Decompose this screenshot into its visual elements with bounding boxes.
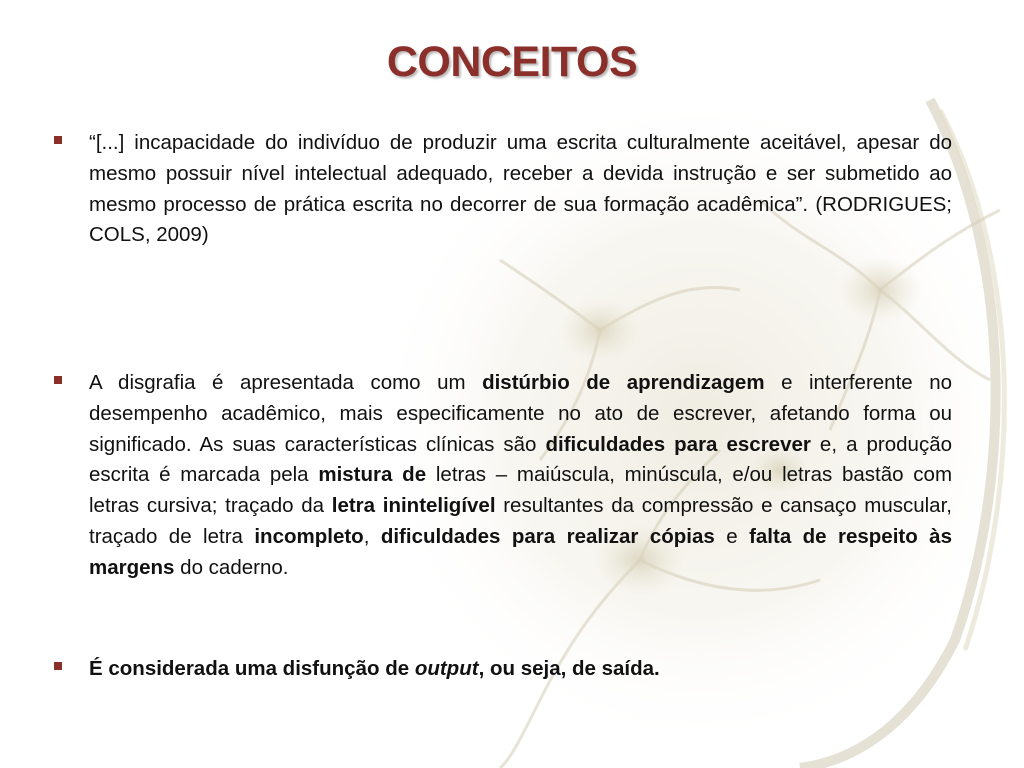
emphasis-text: falta de respeito às margens	[89, 524, 952, 579]
text-segment: É considerada uma disfunção de	[89, 657, 415, 680]
emphasis-text: letra ininteligível	[331, 494, 496, 518]
bullet-item-dysgraphia	[54, 368, 952, 584]
bullet-square-icon	[54, 136, 62, 144]
slide-title: CONCEITOS	[386, 38, 638, 86]
text-segment: e interferente no desempenho acadêmico, mais especificamente no ato de escrever, afetando forma ou significado. As suas características clínicas são	[89, 371, 952, 456]
emphasis-text: dificuldades para realizar cópias	[380, 524, 715, 548]
text-segment: resultantes da compressão e cansaço muscular, traçado de letra	[89, 494, 952, 548]
text-segment: ,	[363, 524, 381, 548]
text-segment: , ou seja, de saída.	[478, 657, 660, 680]
bullet-item-output	[54, 654, 952, 685]
emphasis-text: mistura de	[318, 463, 427, 487]
emphasis-italic-text: output	[414, 657, 479, 680]
text-segment: e	[714, 524, 750, 548]
bullet-text	[89, 128, 952, 251]
definition-quote: “[...] incapacidade do indivíduo de produzir uma escrita culturalmente aceitável, apesar do mesmo possuir nível intelectual adequado, receber a devida instrução e ser submetido ao mesmo processo de prática escrita no decorrer de sua formação acadêmica”. (RODRIGUES; COLS, 2009)	[89, 131, 952, 247]
emphasis-text: dificuldades para escrever	[545, 432, 811, 456]
text-segment: do caderno.	[174, 555, 289, 579]
bullet-text	[89, 654, 952, 685]
text-segment: letras – maiúscula, minúscula, e/ou letras bastão com letras cursiva; traçado da	[89, 463, 953, 518]
bullet-item-definition	[54, 128, 952, 251]
bullet-text	[89, 368, 952, 584]
text-segment: e, a produção escrita é marcada pela	[89, 432, 952, 487]
text-segment: A disgrafia é apresentada como um	[89, 371, 483, 394]
emphasis-text: incompleto	[254, 524, 364, 548]
emphasis-text: distúrbio de aprendizagem	[482, 371, 765, 394]
bullet-square-icon	[54, 376, 62, 384]
bullet-square-icon	[54, 662, 62, 670]
